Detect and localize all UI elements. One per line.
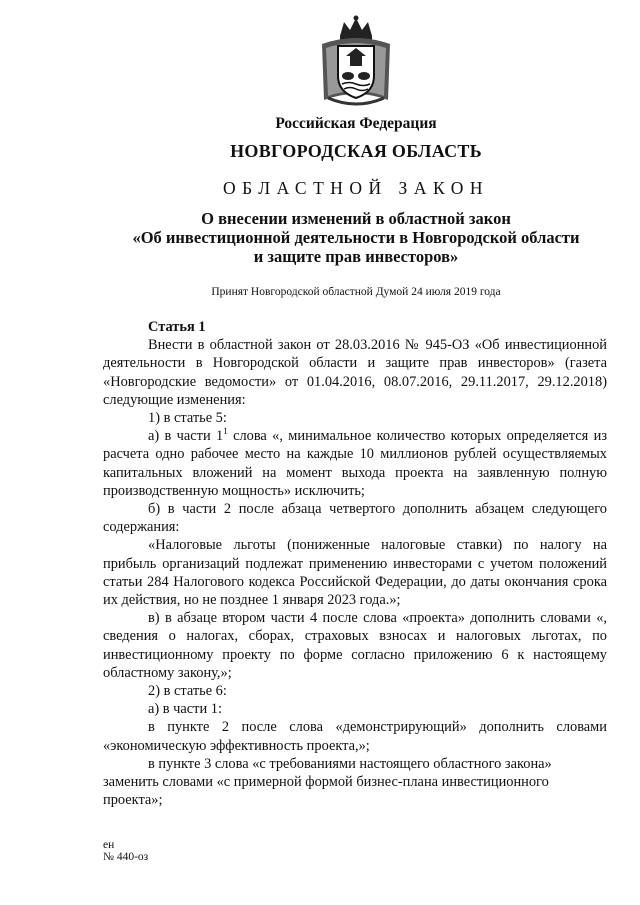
- paragraph: в пункте 3 слова «с требованиями настоящего областного закона» заменить словами «с примерной формой бизнес-плана инвестиционного проекта»;: [103, 755, 552, 809]
- paragraph: 2) в статье 6:: [148, 683, 227, 700]
- law-title: [0, 209, 640, 266]
- coat-of-arms-emblem: [318, 14, 394, 106]
- paragraph-quote: «Налоговые льготы (пониженные налоговые ставки) по налогу на прибыль организаций подлежат применению инвесторами с учетом положений статьи 284 Налогового кодекса Российской Федерации, до даты окончания срока их действия, но не позднее 1 января 2023 года.»;: [103, 537, 607, 609]
- paragraph: 1) в статье 5:: [148, 410, 227, 427]
- document-footer: [103, 839, 148, 863]
- adoption-date: Принят Новгородской областной Думой 24 июля 2019 года: [211, 286, 501, 298]
- paragraph: [103, 427, 607, 500]
- paragraph: в) в абзаце втором части 4 после слова «проекта» дополнить словами «, сведения о налогах, сборах, страховых взносах и налоговых льготах, по инвестиционному проекту по форме согласно приложению 6 к настоящему областному закону,»;: [103, 610, 607, 681]
- article-heading: Статья 1: [148, 319, 206, 335]
- footer-initials: ен: [103, 839, 115, 851]
- paragraph: а) в части 1:: [148, 701, 222, 718]
- footer-number: № 440-оз: [103, 851, 149, 863]
- region-name: НОВГОРОДСКАЯ ОБЛАСТЬ: [230, 141, 482, 161]
- paragraph: б) в части 2 после абзаца четвертого дополнить абзацем следующего содержания:: [103, 501, 607, 536]
- law-title-line: и защите прав инвесторов»: [253, 247, 459, 266]
- paragraph: Внести в областной закон от 28.03.2016 № 945-ОЗ «Об инвестиционной деятельности в Новгородской области и защите прав инвесторов» (газета «Новгородские ведомости» от 01.04.2016, 08.07.2016, 29.11.2017, 29.12.2018) следующие изменения:: [103, 337, 607, 408]
- country-name: Российская Федерация: [275, 115, 437, 132]
- document-type: ОБЛАСТНОЙ ЗАКОН: [223, 178, 489, 198]
- paragraph-text: слова «, минимальное количество которых определяется из расчета одно рабочее место на каждые 10 миллионов рублей осуществляемых капитальных вложений на момент выхода проекта на заявленную полную производственную мощность» исключить;: [103, 428, 607, 499]
- law-body: [103, 318, 607, 809]
- law-title-line: «Об инвестиционной деятельности в Новгородской области: [132, 228, 580, 247]
- law-title-line: О внесении изменений в областной закон: [201, 209, 511, 228]
- paragraph-text: а) в части 1: [148, 428, 224, 445]
- superscript: 1: [223, 426, 228, 437]
- paragraph: в пункте 2 после слова «демонстрирующий» дополнить словами «экономическую эффективность проекта,»;: [103, 719, 607, 754]
